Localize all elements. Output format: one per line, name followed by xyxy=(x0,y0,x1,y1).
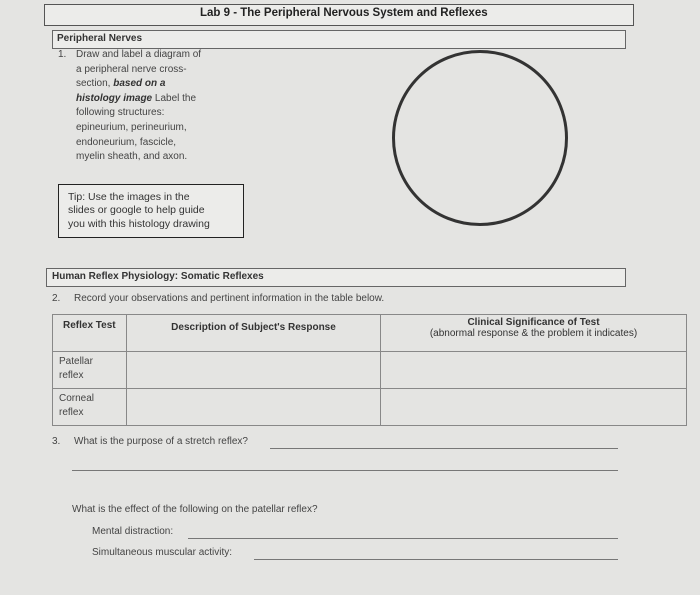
tip-text: Tip: Use the images in the slides or google to help guide you with this histology drawing xyxy=(68,191,210,230)
answer-line-mental-distraction[interactable] xyxy=(188,538,618,539)
header-clinical-significance: Clinical Significance of Test (abnormal response & the problem it indicates) xyxy=(381,315,687,352)
answer-line-stretch-reflex[interactable] xyxy=(270,448,618,449)
section-label-somatic-reflexes: Human Reflex Physiology: Somatic Reflexes xyxy=(52,271,264,282)
reflex-table xyxy=(52,314,687,426)
header-description: Description of Subject's Response xyxy=(127,315,381,352)
row-label-corneal: Corneal reflex xyxy=(53,389,127,426)
table-header-row xyxy=(53,315,687,352)
cell-corneal-significance[interactable] xyxy=(381,389,687,426)
question-2-text: Record your observations and pertinent information in the table below. xyxy=(74,293,385,304)
cell-patellar-description[interactable] xyxy=(127,352,381,389)
header-reflex-test: Reflex Test xyxy=(53,315,127,352)
question-1-text: Draw and label a diagram of a peripheral nerve cross- section, based on a histology image Label the following structures: epineurium, perineurium, endoneurium, fascicle, myelin sheath, and axon. xyxy=(76,49,202,163)
effect-question-text: What is the effect of the following on the patellar reflex? xyxy=(72,504,318,515)
question-2-number: 2. xyxy=(52,293,61,304)
table-row xyxy=(53,352,687,389)
page-title: Lab 9 - The Peripheral Nervous System and Reflexes xyxy=(200,7,488,19)
section-label-peripheral-nerves: Peripheral Nerves xyxy=(57,33,143,44)
question-3-number: 3. xyxy=(52,436,61,447)
answer-line-stretch-reflex-2[interactable] xyxy=(72,470,618,471)
mental-distraction-label: Mental distraction: xyxy=(92,526,174,537)
answer-line-muscular-activity[interactable] xyxy=(254,559,618,560)
question-3-text: What is the purpose of a stretch reflex? xyxy=(74,436,248,447)
question-1-number: 1. xyxy=(58,49,67,60)
cell-corneal-description[interactable] xyxy=(127,389,381,426)
table-row xyxy=(53,389,687,426)
cell-patellar-significance[interactable] xyxy=(381,352,687,389)
row-label-patellar: Patellar reflex xyxy=(53,352,127,389)
drawing-area-circle[interactable] xyxy=(392,50,568,226)
muscular-activity-label: Simultaneous muscular activity: xyxy=(92,547,233,558)
